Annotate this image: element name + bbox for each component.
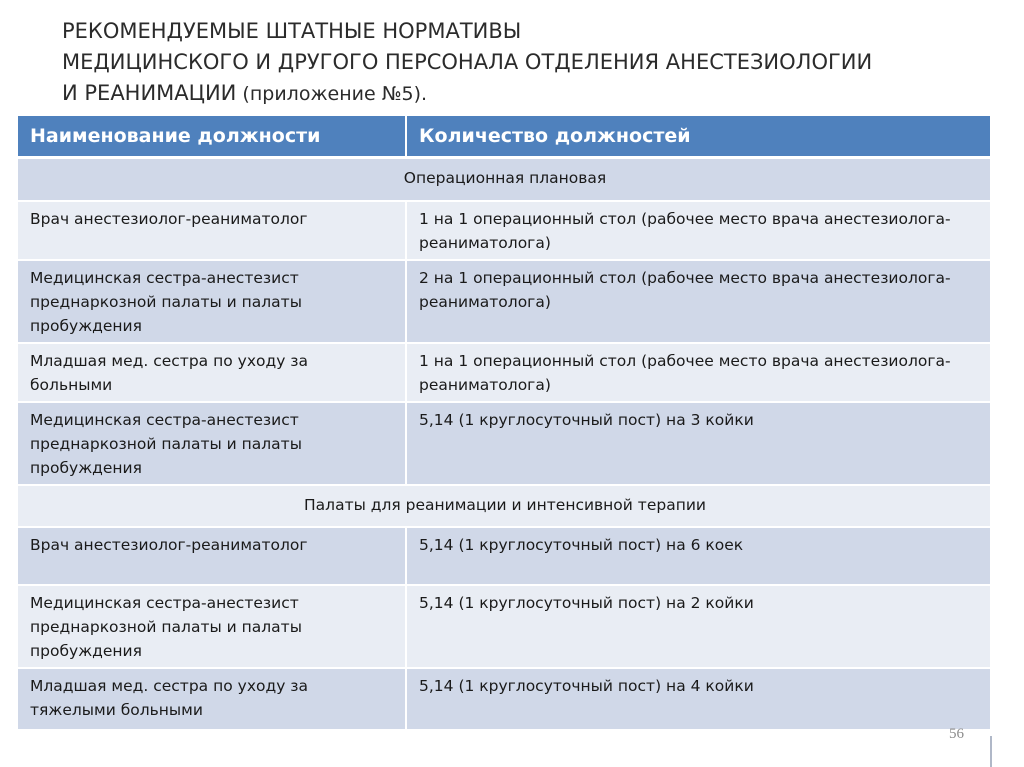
count-cell: 5,14 (1 круглосуточный пост) на 4 койки	[406, 668, 990, 730]
title-line-2: МЕДИЦИНСКОГО И ДРУГОГО ПЕРСОНАЛА ОТДЕЛЕНИЯ АНЕСТЕЗИОЛОГИИ	[62, 50, 873, 74]
count-cell: 1 на 1 операционный стол (рабочее место врача анестезиолога-реаниматолога)	[406, 201, 990, 260]
column-header-position: Наименование должности	[18, 116, 406, 158]
count-cell: 5,14 (1 круглосуточный пост) на 6 коек	[406, 527, 990, 585]
title-appendix-ref: (приложение №5).	[236, 83, 428, 105]
table-row	[18, 668, 990, 730]
table-header-row	[18, 116, 990, 158]
count-cell: 1 на 1 операционный стол (рабочее место врача анестезиолога-реаниматолога)	[406, 343, 990, 402]
staffing-norms-table	[18, 116, 990, 731]
position-cell: Младшая мед. сестра по уходу за тяжелыми больными	[18, 668, 406, 730]
position-cell: Медицинская сестра-анестезист преднаркозной палаты и палаты пробуждения	[18, 585, 406, 668]
section-row	[18, 158, 990, 201]
position-cell: Врач анестезиолог-реаниматолог	[18, 527, 406, 585]
position-cell: Врач анестезиолог-реаниматолог	[18, 201, 406, 260]
count-cell: 5,14 (1 круглосуточный пост) на 2 койки	[406, 585, 990, 668]
position-cell: Медицинская сестра-анестезист преднаркозной палаты и палаты пробуждения	[18, 260, 406, 343]
table-row	[18, 201, 990, 260]
slide-title	[62, 16, 962, 110]
divider	[990, 736, 992, 767]
section-title: Операционная плановая	[18, 158, 990, 201]
position-cell: Медицинская сестра-анестезист преднаркозной палаты и палаты пробуждения	[18, 402, 406, 485]
section-title: Палаты для реанимации и интенсивной терапии	[18, 485, 990, 527]
column-header-count: Количество должностей	[406, 116, 990, 158]
title-line-3-main: И РЕАНИМАЦИИ	[62, 81, 237, 105]
section-row	[18, 485, 990, 527]
table-row	[18, 260, 990, 343]
table-row	[18, 343, 990, 402]
count-cell: 2 на 1 операционный стол (рабочее место врача анестезиолога-реаниматолога)	[406, 260, 990, 343]
table-row	[18, 527, 990, 585]
table-row	[18, 585, 990, 668]
table-row	[18, 402, 990, 485]
title-line-1: РЕКОМЕНДУЕМЫЕ ШТАТНЫЕ НОРМАТИВЫ	[62, 19, 522, 43]
page-number: 56	[949, 726, 964, 742]
count-cell: 5,14 (1 круглосуточный пост) на 3 койки	[406, 402, 990, 485]
position-cell: Младшая мед. сестра по уходу за больными	[18, 343, 406, 402]
title-line-3	[62, 78, 962, 110]
